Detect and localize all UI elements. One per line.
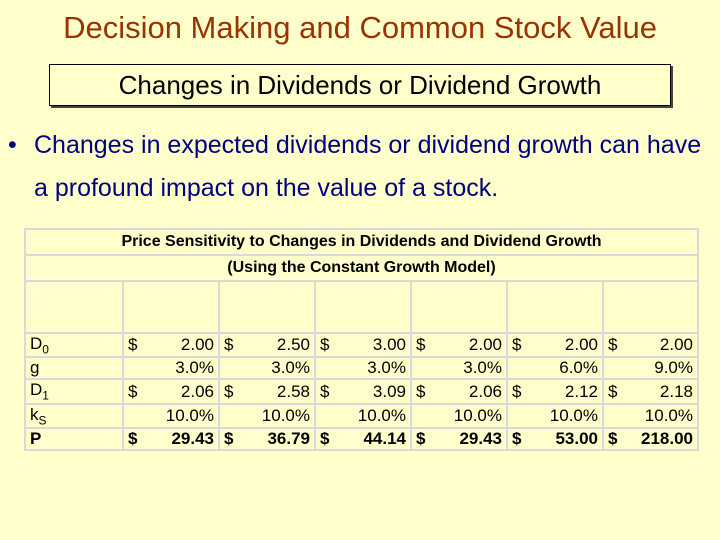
cell-value: 2.00: [564, 335, 598, 355]
table-cell: [315, 379, 411, 403]
row-label: [25, 428, 123, 450]
cell-value: 2.58: [276, 381, 310, 401]
currency-symbol: $: [320, 335, 330, 355]
cell-value: 2.06: [468, 381, 502, 401]
cell-value: 10.0%: [644, 405, 693, 425]
table-cell: [603, 404, 698, 428]
row-label-text: P: [30, 429, 42, 449]
table-row: [25, 428, 698, 450]
cell-value: 2.12: [564, 381, 598, 401]
currency-symbol: $: [608, 335, 618, 355]
currency-symbol: $: [224, 429, 234, 449]
table-cell: [123, 333, 219, 357]
table-cell: [603, 379, 698, 403]
cell-value: 3.0%: [367, 358, 406, 378]
currency-symbol: $: [608, 429, 618, 449]
currency-symbol: $: [416, 335, 426, 355]
table-cell: [603, 357, 698, 379]
cell-value: 3.00: [372, 335, 406, 355]
table-cell: [219, 404, 315, 428]
cell-value: 10.0%: [453, 405, 502, 425]
currency-symbol: $: [128, 335, 138, 355]
table-cell: [123, 379, 219, 403]
bullet-text: Changes in expected dividends or dividend growth can have a profound impact on the value of a stock.: [34, 131, 702, 202]
cell-value: 29.43: [459, 429, 502, 449]
price-sensitivity-table: [24, 228, 699, 451]
row-label-subscript: 0: [42, 342, 49, 357]
table-spacer-row: [25, 281, 698, 333]
currency-symbol: $: [224, 381, 234, 401]
table-cell: [219, 379, 315, 403]
table-cell: [411, 333, 507, 357]
table-row: [25, 333, 698, 357]
table-row: [25, 379, 698, 403]
row-label-text: k: [30, 404, 39, 424]
table-cell: [411, 357, 507, 379]
row-label-text: g: [30, 358, 40, 378]
cell-value: 44.14: [363, 429, 406, 449]
row-label: [25, 404, 123, 428]
currency-symbol: $: [512, 335, 522, 355]
currency-symbol: $: [320, 429, 330, 449]
table-body: [25, 333, 698, 450]
table-cell: [315, 357, 411, 379]
cell-value: 2.06: [180, 381, 214, 401]
table-cell: [219, 428, 315, 450]
currency-symbol: $: [224, 335, 234, 355]
table-title: Price Sensitivity to Changes in Dividends and Dividend Growth: [25, 229, 698, 255]
cell-value: 2.00: [659, 335, 693, 355]
table-cell: [123, 428, 219, 450]
cell-value: 36.79: [267, 429, 310, 449]
cell-value: 10.0%: [165, 405, 214, 425]
table-cell: [315, 333, 411, 357]
table-cell: [411, 379, 507, 403]
currency-symbol: $: [320, 381, 330, 401]
cell-value: 3.0%: [271, 358, 310, 378]
cell-value: 10.0%: [549, 405, 598, 425]
table-cell: [507, 333, 603, 357]
bullet-marker: •: [8, 131, 17, 159]
cell-value: 3.0%: [463, 358, 502, 378]
table-cell: [507, 357, 603, 379]
table-cell: [411, 404, 507, 428]
row-label-subscript: S: [38, 413, 47, 428]
table-cell: [219, 357, 315, 379]
currency-symbol: $: [416, 429, 426, 449]
cell-value: 6.0%: [559, 358, 598, 378]
currency-symbol: $: [512, 381, 522, 401]
cell-value: 29.43: [171, 429, 214, 449]
row-label: [25, 379, 123, 403]
currency-symbol: $: [416, 381, 426, 401]
currency-symbol: $: [128, 381, 138, 401]
table-cell: [507, 379, 603, 403]
cell-value: 10.0%: [357, 405, 406, 425]
row-label: [25, 333, 123, 357]
row-label-text: D: [30, 380, 43, 400]
table-cell: [123, 357, 219, 379]
table-row: [25, 357, 698, 379]
table-row: [25, 404, 698, 428]
table-cell: [603, 333, 698, 357]
table-cell: [219, 333, 315, 357]
table-cell: [507, 404, 603, 428]
table-cell: [315, 428, 411, 450]
slide-subtitle: Changes in Dividends or Dividend Growth: [49, 64, 671, 106]
table-cell: [411, 428, 507, 450]
cell-value: 2.00: [468, 335, 502, 355]
cell-value: 3.0%: [175, 358, 214, 378]
table-cell: [123, 404, 219, 428]
table-cell: [603, 428, 698, 450]
table-cell: [507, 428, 603, 450]
table-cell: [315, 404, 411, 428]
cell-value: 218.00: [641, 429, 693, 449]
row-label-subscript: 1: [42, 388, 49, 403]
cell-value: 53.00: [555, 429, 598, 449]
cell-value: 2.00: [180, 335, 214, 355]
currency-symbol: $: [608, 381, 618, 401]
cell-value: 3.09: [372, 381, 406, 401]
cell-value: 9.0%: [654, 358, 693, 378]
cell-value: 2.50: [276, 335, 310, 355]
slide-title: Decision Making and Common Stock Value: [63, 10, 657, 45]
table-subtitle: (Using the Constant Growth Model): [25, 255, 698, 281]
currency-symbol: $: [512, 429, 522, 449]
row-label: [25, 357, 123, 379]
row-label-text: D: [30, 334, 43, 353]
currency-symbol: $: [128, 429, 138, 449]
cell-value: 2.18: [659, 381, 693, 401]
cell-value: 10.0%: [261, 405, 310, 425]
